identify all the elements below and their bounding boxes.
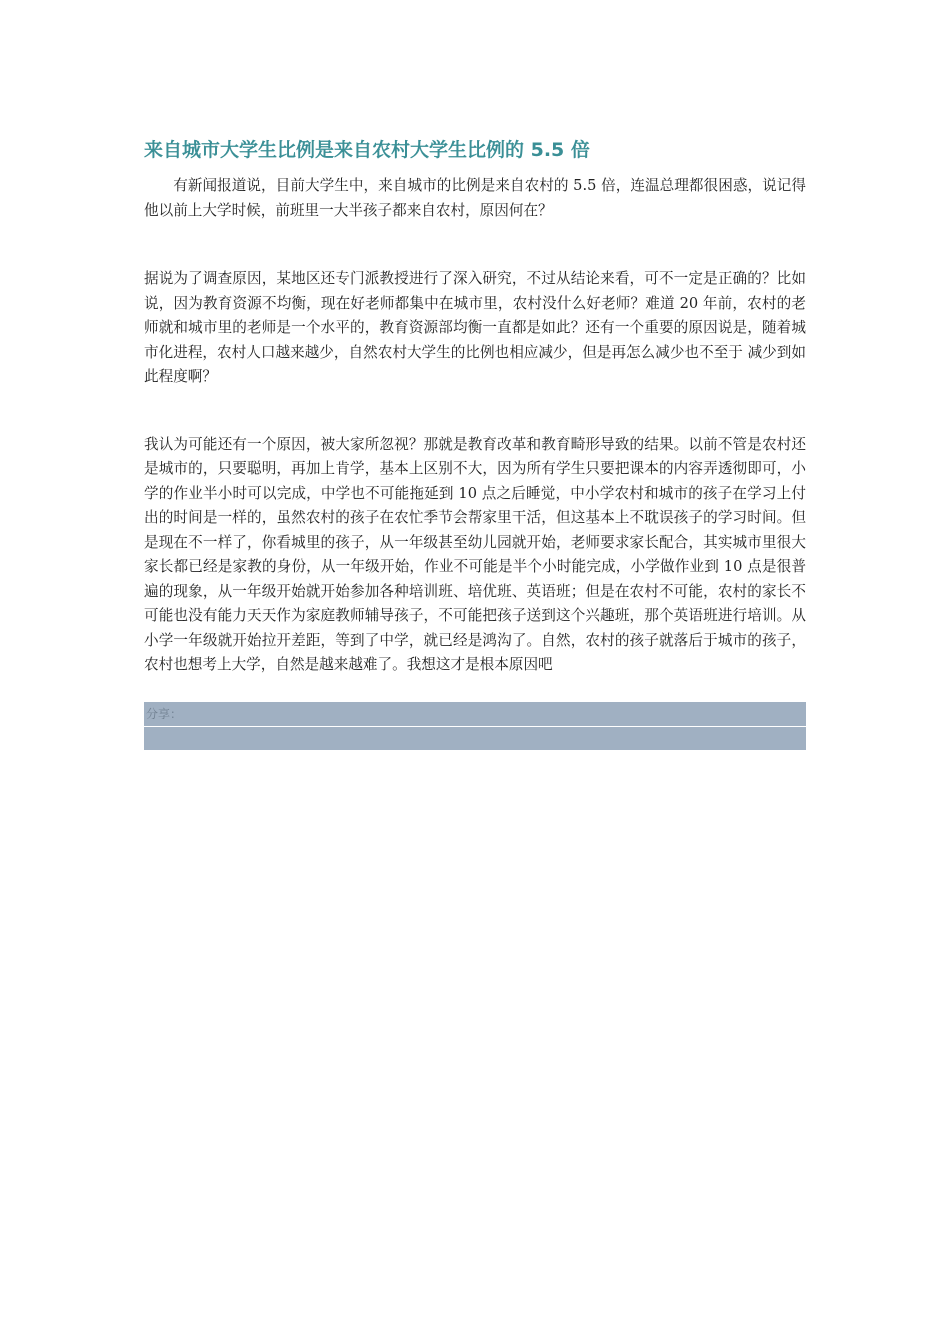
share-label: 分享：	[146, 707, 183, 721]
article-paragraph-3: 我认为可能还有一个原因，被大家所忽视？那就是教育改革和教育畸形导致的结果。以前不管是农村还是城市的，只要聪明，再加上肯学，基本上区别不大，因为所有学生只要把课本的内容弄透彻即可，小学的作业半小时可以完成，中学也不可能拖延到 10 点之后睡觉，中小学农村和城市的孩子在学习上付出的时间是一样的，虽然农村的孩子在农忙季节会帮家里干活，但这基本上不耽误孩子的学习时间。但是现在不一样了，你看城里的孩子，从一年级甚至幼儿园就开始，老师要求家长配合，其实城市里很大家长都已经是家教的身份，从一年级开始，作业不可能是半个小时能完成，小学做作业到 10 点是很普遍的现象，从一年级开始就开始参加各种培训班、培优班、英语班；但是在农村不可能，农村的家长不可能也没有能力天天作为家庭教师辅导孩子，不可能把孩子送到这个兴趣班，那个英语班进行培训。从小学一年级就开始拉开差距，等到了中学，就已经是鸿沟了。自然，农村的孩子就落后于城市的孩子，农村也想考上大学，自然是越来越难了。我想这才是根本原因吧	[144, 435, 806, 673]
share-buttons-bar	[144, 727, 806, 750]
paragraph-spacer	[144, 390, 806, 433]
article-paragraph-1: 有新闻报道说，目前大学生中，来自城市的比例是来自农村的 5.5 倍，连温总理都很困惑，说记得他以前上大学时候，前班里一大半孩子都来自农村，原因何在？	[144, 177, 806, 219]
article-title: 来自城市大学生比例是来自农村大学生比例的 5.5 倍	[144, 139, 590, 161]
article-paragraph-2: 据说为了调查原因，某地区还专门派教授进行了深入研究，不过从结论来看，可不一定是正确的？比如说，因为教育资源不均衡，现在好老师都集中在城市里，农村没什么好老师？难道 20 年前，农村的老师就和城市里的老师是一个水平的，教育资源部均衡一直都是如此？还有一个重要的原因说是，随着城市化进程，农村人口越来越少，自然农村大学生的比例也相应减少，但是再怎么减少也不至于 减少到如此程度啊？	[144, 270, 806, 385]
share-bar	[144, 702, 806, 726]
paragraph-spacer	[144, 223, 806, 267]
article	[144, 136, 806, 678]
